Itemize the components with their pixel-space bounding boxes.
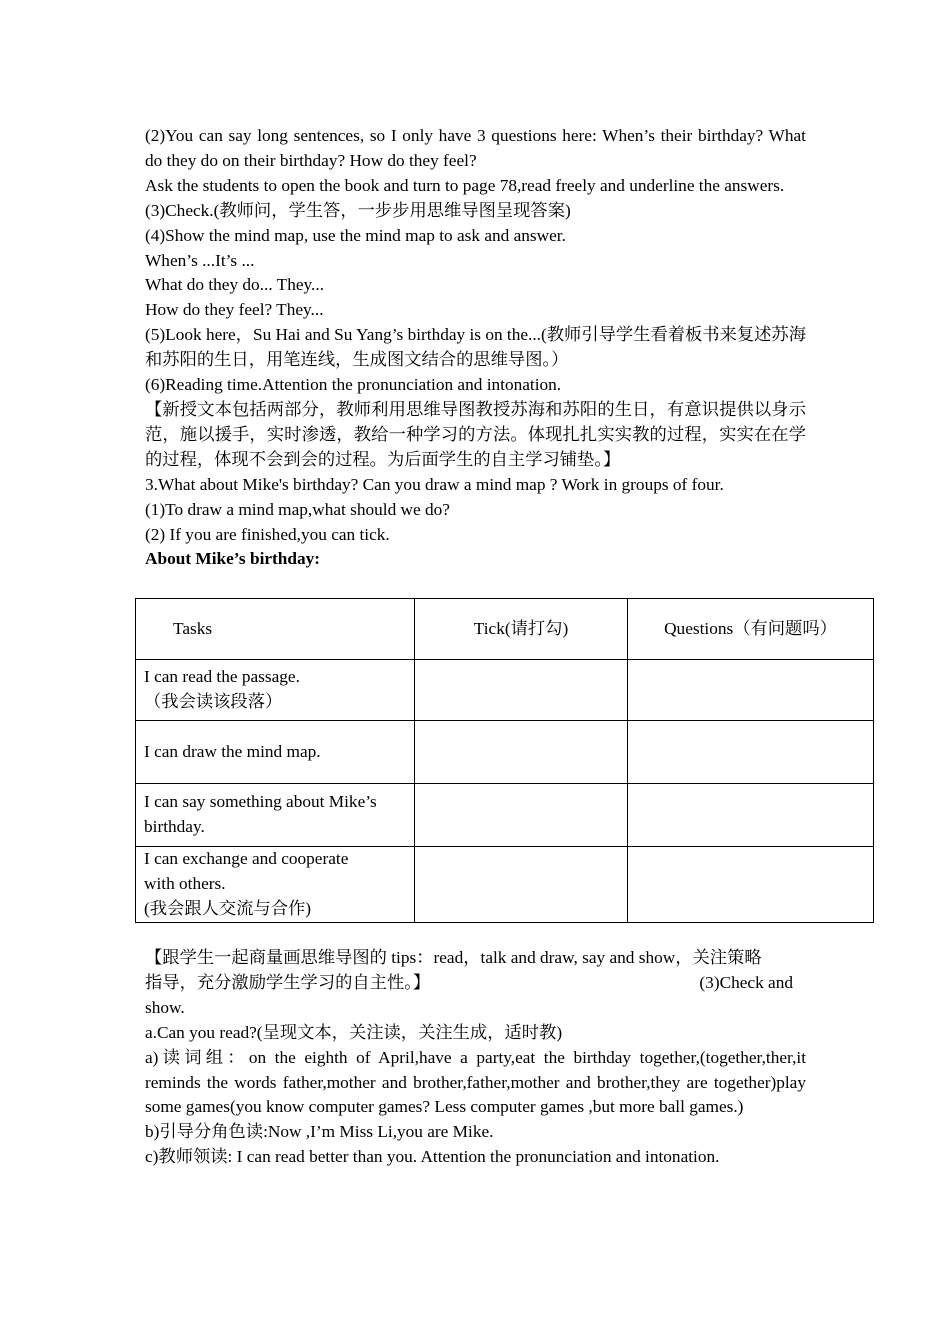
- task-text-cont: birthday.: [144, 817, 205, 836]
- table-row: [136, 847, 874, 923]
- task-cell: [136, 784, 415, 847]
- paragraph-draw-question: (1)To draw a mind map,what should we do?: [145, 499, 450, 519]
- task-text-cont: with others.: [144, 873, 226, 893]
- paragraph-tick: (2) If you are finished,you can tick.: [145, 524, 390, 544]
- tick-cell[interactable]: [415, 847, 628, 923]
- task-table: [135, 598, 874, 923]
- paragraph-mike-question: 3.What about Mike's birthday? Can you draw a mind map ? Work in groups of four.: [145, 474, 724, 494]
- questions-cell[interactable]: [628, 660, 874, 721]
- check-and-label: (3)Check and: [699, 972, 793, 992]
- header-tasks: Tasks: [136, 599, 415, 660]
- paragraph-questions: (2)You can say long sentences, so I only have 3 questions here: When’s their birthday? What do they do on their birthday? How do they feel?: [145, 126, 806, 170]
- table-row: [136, 660, 874, 721]
- paragraph-role-read: b)引导分角色读:Now ,I’m Miss Li,you are Mike.: [145, 1122, 494, 1142]
- questions-cell[interactable]: [628, 784, 874, 847]
- paragraph-whens: When’s ...It’s ...: [145, 250, 255, 270]
- task-cell: [136, 660, 415, 721]
- task-cell: [136, 847, 415, 923]
- tips-line-1: 【跟学生一起商量画思维导图的 tips：read，talk and draw, say and show，关注策略: [145, 948, 762, 967]
- task-text: I can draw the mind map.: [144, 741, 321, 761]
- questions-cell[interactable]: [628, 721, 874, 784]
- paragraph-open-book: Ask the students to open the book and turn to page 78,read freely and underline the answers.: [145, 175, 785, 195]
- questions-cell[interactable]: [628, 847, 874, 923]
- task-cell: [136, 721, 415, 784]
- header-questions: Questions（有问题吗）: [628, 599, 874, 660]
- paragraph-read-phrases: a)读词组：on the eighth of April,have a party,eat the birthday together,(together,ther,it reminds the words father,mother and brother,father,mother and brother,they are together)play some games(you know computer games? Less computer games ,but more ball games.): [145, 1047, 806, 1117]
- section-heading: About Mike’s birthday:: [145, 549, 321, 569]
- task-text: I can exchange and cooperate: [144, 849, 349, 868]
- bottom-section: [145, 946, 806, 1170]
- paragraph-mind-map: (4)Show the mind map, use the mind map to ask and answer.: [145, 225, 566, 245]
- paragraph-check: (3)Check.(教师问，学生答，一步步用思维导图呈现答案): [145, 200, 571, 220]
- paragraph-can-you-read: a.Can you read?(呈现文本，关注读，关注生成，适时教): [145, 1022, 563, 1042]
- paragraph-reading-time: (6)Reading time.Attention the pronunciation and intonation.: [145, 375, 562, 395]
- tick-cell[interactable]: [415, 784, 628, 847]
- task-text-cn: （我会读该段落）: [144, 692, 283, 711]
- paragraph-look-here: (5)Look here，Su Hai and Su Yang’s birthday is on the...(教师引导学生看着板书来复述苏海和苏阳的生日，用笔连线，生成图文结合的思维导图。）: [145, 325, 806, 370]
- paragraph-lead-read: c)教师领读: I can read better than you. Attention the pronunciation and intonation.: [145, 1147, 720, 1167]
- paragraph-what-do: What do they do... They...: [145, 275, 325, 295]
- table-row: [136, 721, 874, 784]
- tips-line-3: show.: [145, 997, 185, 1017]
- paragraph-how-feel: How do they feel? They...: [145, 300, 324, 320]
- task-text: I can read the passage.: [144, 667, 300, 687]
- tips-line-2: [145, 971, 806, 996]
- header-tick: Tick(请打勾): [415, 599, 628, 660]
- tips-line-2-text: 指导，充分激励学生学习的自主性。】: [145, 972, 431, 992]
- task-text: I can say something about Mike’s: [144, 792, 377, 812]
- task-text-cn: (我会跟人交流与合作): [144, 898, 312, 918]
- paragraph-teaching-note: 【新授文本包括两部分，教师利用思维导图教授苏海和苏阳的生日，有意识提供以身示范，施以援手，实时渗透，教给一种学习的方法。体现扎扎实实教的过程，实实在在学的过程，体现不会到会的过程。为后面学生的自主学习铺垫。】: [145, 399, 806, 469]
- table-row: [136, 784, 874, 847]
- table-header-row: [136, 599, 874, 660]
- tick-cell[interactable]: [415, 721, 628, 784]
- tick-cell[interactable]: [415, 660, 628, 721]
- top-section: [145, 124, 806, 572]
